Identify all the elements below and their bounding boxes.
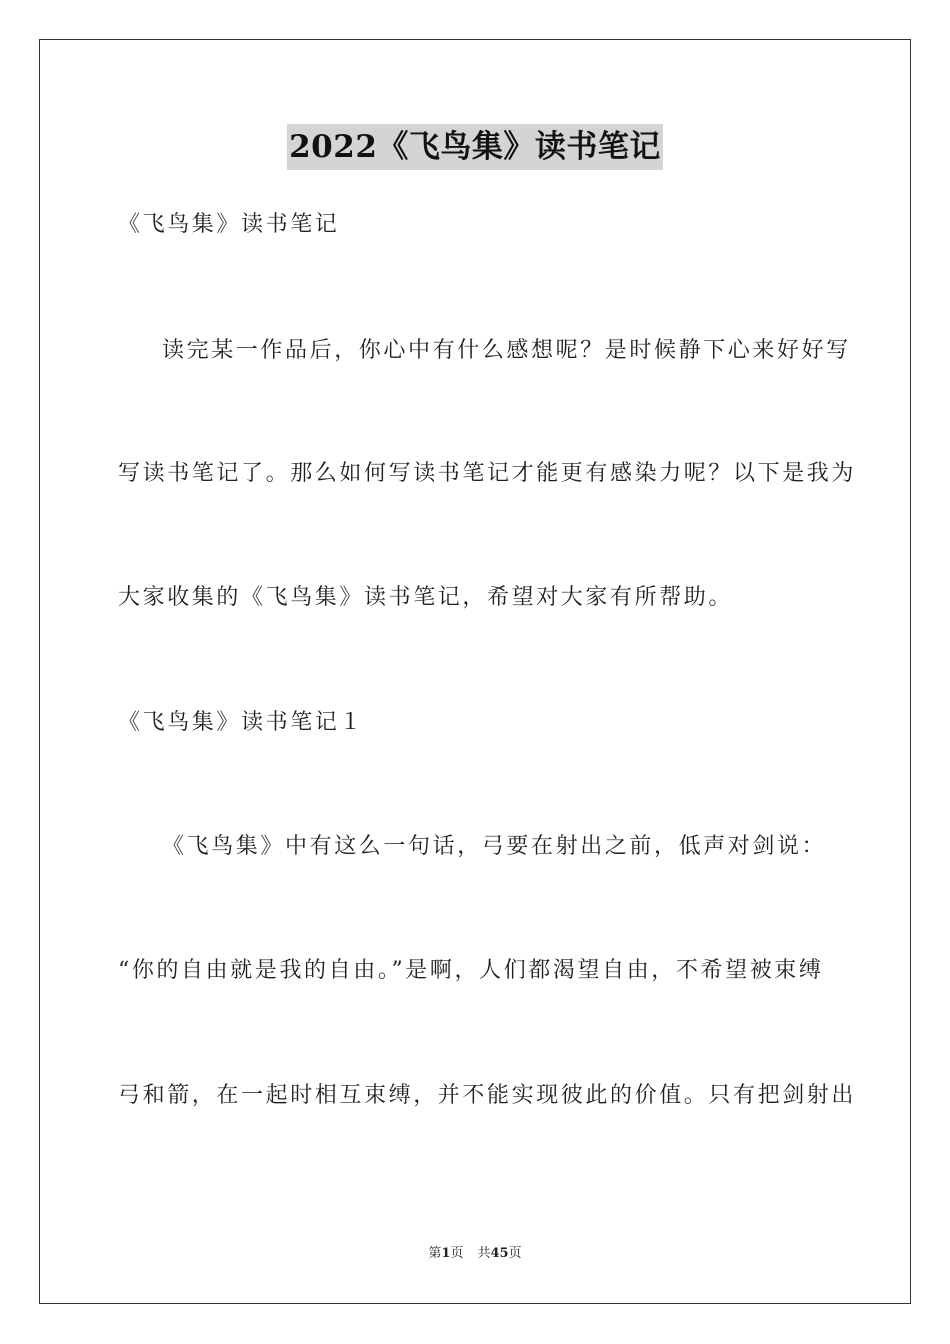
footer-total-suffix: 页	[508, 1246, 522, 1261]
footer-page-suffix: 页	[450, 1246, 464, 1261]
footer-page-number: 1	[441, 1246, 451, 1261]
body-line: 《飞鸟集》中有这么一句话，弓要在射出之前，低声对剑说：	[162, 834, 827, 859]
footer-total-pages: 45	[490, 1246, 509, 1261]
document-title: 2022《飞鸟集》读书笔记	[287, 124, 663, 170]
footer-total-prefix: 共	[477, 1246, 491, 1261]
footer-page-prefix: 第	[428, 1246, 442, 1261]
body-line: 写读书笔记了。那么如何写读书笔记才能更有感染力呢？以下是我为	[118, 461, 857, 486]
body-line: “你的自由就是我的自由。”是啊，人们都渴望自由，不希望被束缚	[118, 958, 824, 983]
body-line: 大家收集的《飞鸟集》读书笔记，希望对大家有所帮助。	[118, 585, 734, 610]
subtitle-line: 《飞鸟集》读书笔记	[118, 212, 340, 237]
body-line: 弓和箭，在一起时相互束缚，并不能实现彼此的价值。只有把剑射出	[118, 1083, 857, 1108]
body-line: 读完某一作品后，你心中有什么感想呢？是时候静下心来好好写	[162, 338, 851, 363]
page-footer	[0, 1245, 950, 1263]
section-heading: 《飞鸟集》读书笔记１	[118, 710, 365, 735]
title-container	[0, 124, 950, 170]
